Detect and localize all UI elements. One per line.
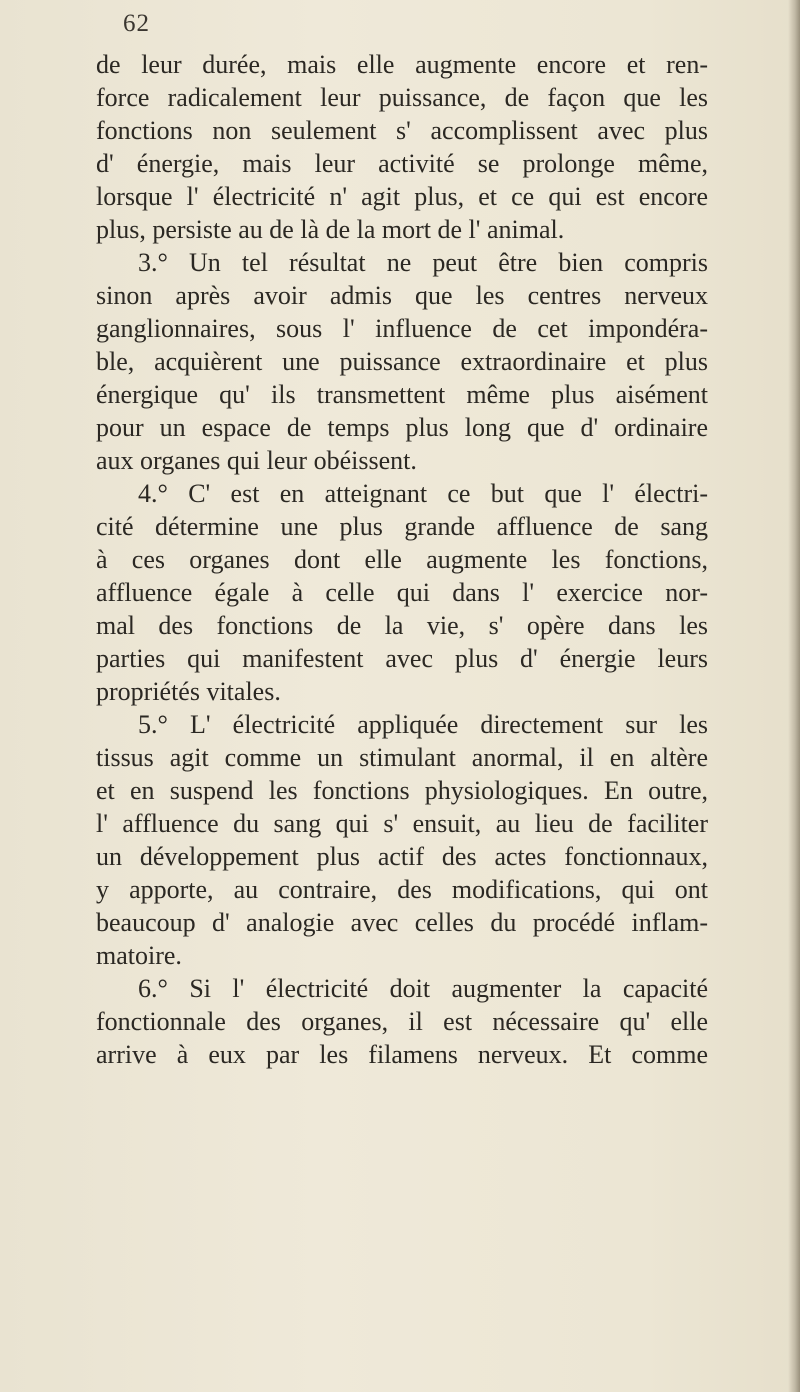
text-line: y apporte, au contraire, des modifications, qui ont (96, 875, 708, 904)
text-line: force radicalement leur puissance, de façon que les (96, 83, 708, 112)
text-line: beaucoup d' analogie avec celles du procédé inflam- (96, 908, 708, 937)
text-line: fonctions non seulement s' accomplissent avec plus (96, 116, 708, 145)
paragraph-5-start: 5.° L' électricité appliquée directement sur les (138, 710, 708, 739)
text-line: tissus agit comme un stimulant anormal, il en altère (96, 743, 708, 772)
text-line: matoire. (96, 941, 182, 970)
text-line: lorsque l' électricité n' agit plus, et ce qui est encore (96, 182, 708, 211)
text-line: énergique qu' ils transmettent même plus aisément (96, 380, 708, 409)
text-line: et en suspend les fonctions physiologiques. En outre, (96, 776, 708, 805)
text-line: arrive à eux par les filamens nerveux. Et comme (96, 1040, 708, 1069)
text-line: propriétés vitales. (96, 677, 281, 706)
text-line: d' énergie, mais leur activité se prolonge même, (96, 149, 708, 178)
text-line: de leur durée, mais elle augmente encore et ren- (96, 50, 708, 79)
text-line: mal des fonctions de la vie, s' opère dans les (96, 611, 708, 640)
text-line: un développement plus actif des actes fonctionnaux, (96, 842, 708, 871)
paragraph-4-start: 4.° C' est en atteignant ce but que l' électri- (138, 479, 708, 508)
paragraph-6-start: 6.° Si l' électricité doit augmenter la capacité (138, 974, 708, 1003)
text-line: plus, persiste au de là de la mort de l' animal. (96, 215, 565, 244)
paragraph-3-start: 3.° Un tel résultat ne peut être bien compris (138, 248, 708, 277)
text-line: ganglionnaires, sous l' influence de cet impondéra- (96, 314, 708, 343)
text-line: ble, acquièrent une puissance extraordinaire et plus (96, 347, 708, 376)
text-line: parties qui manifestent avec plus d' énergie leurs (96, 644, 708, 673)
page-number: 62 (123, 10, 150, 37)
text-line: affluence égale à celle qui dans l' exercice nor- (96, 578, 708, 607)
text-line: aux organes qui leur obéissent. (96, 446, 417, 475)
text-line: à ces organes dont elle augmente les fonctions, (96, 545, 708, 574)
text-line: sinon après avoir admis que les centres nerveux (96, 281, 708, 310)
text-line: fonctionnale des organes, il est nécessaire qu' elle (96, 1007, 708, 1036)
body-text (96, 48, 708, 1071)
text-line: l' affluence du sang qui s' ensuit, au lieu de faciliter (96, 809, 708, 838)
text-line: cité détermine une plus grande affluence de sang (96, 512, 708, 541)
text-line: pour un espace de temps plus long que d' ordinaire (96, 413, 708, 442)
page-edge-shadow (788, 0, 800, 1392)
